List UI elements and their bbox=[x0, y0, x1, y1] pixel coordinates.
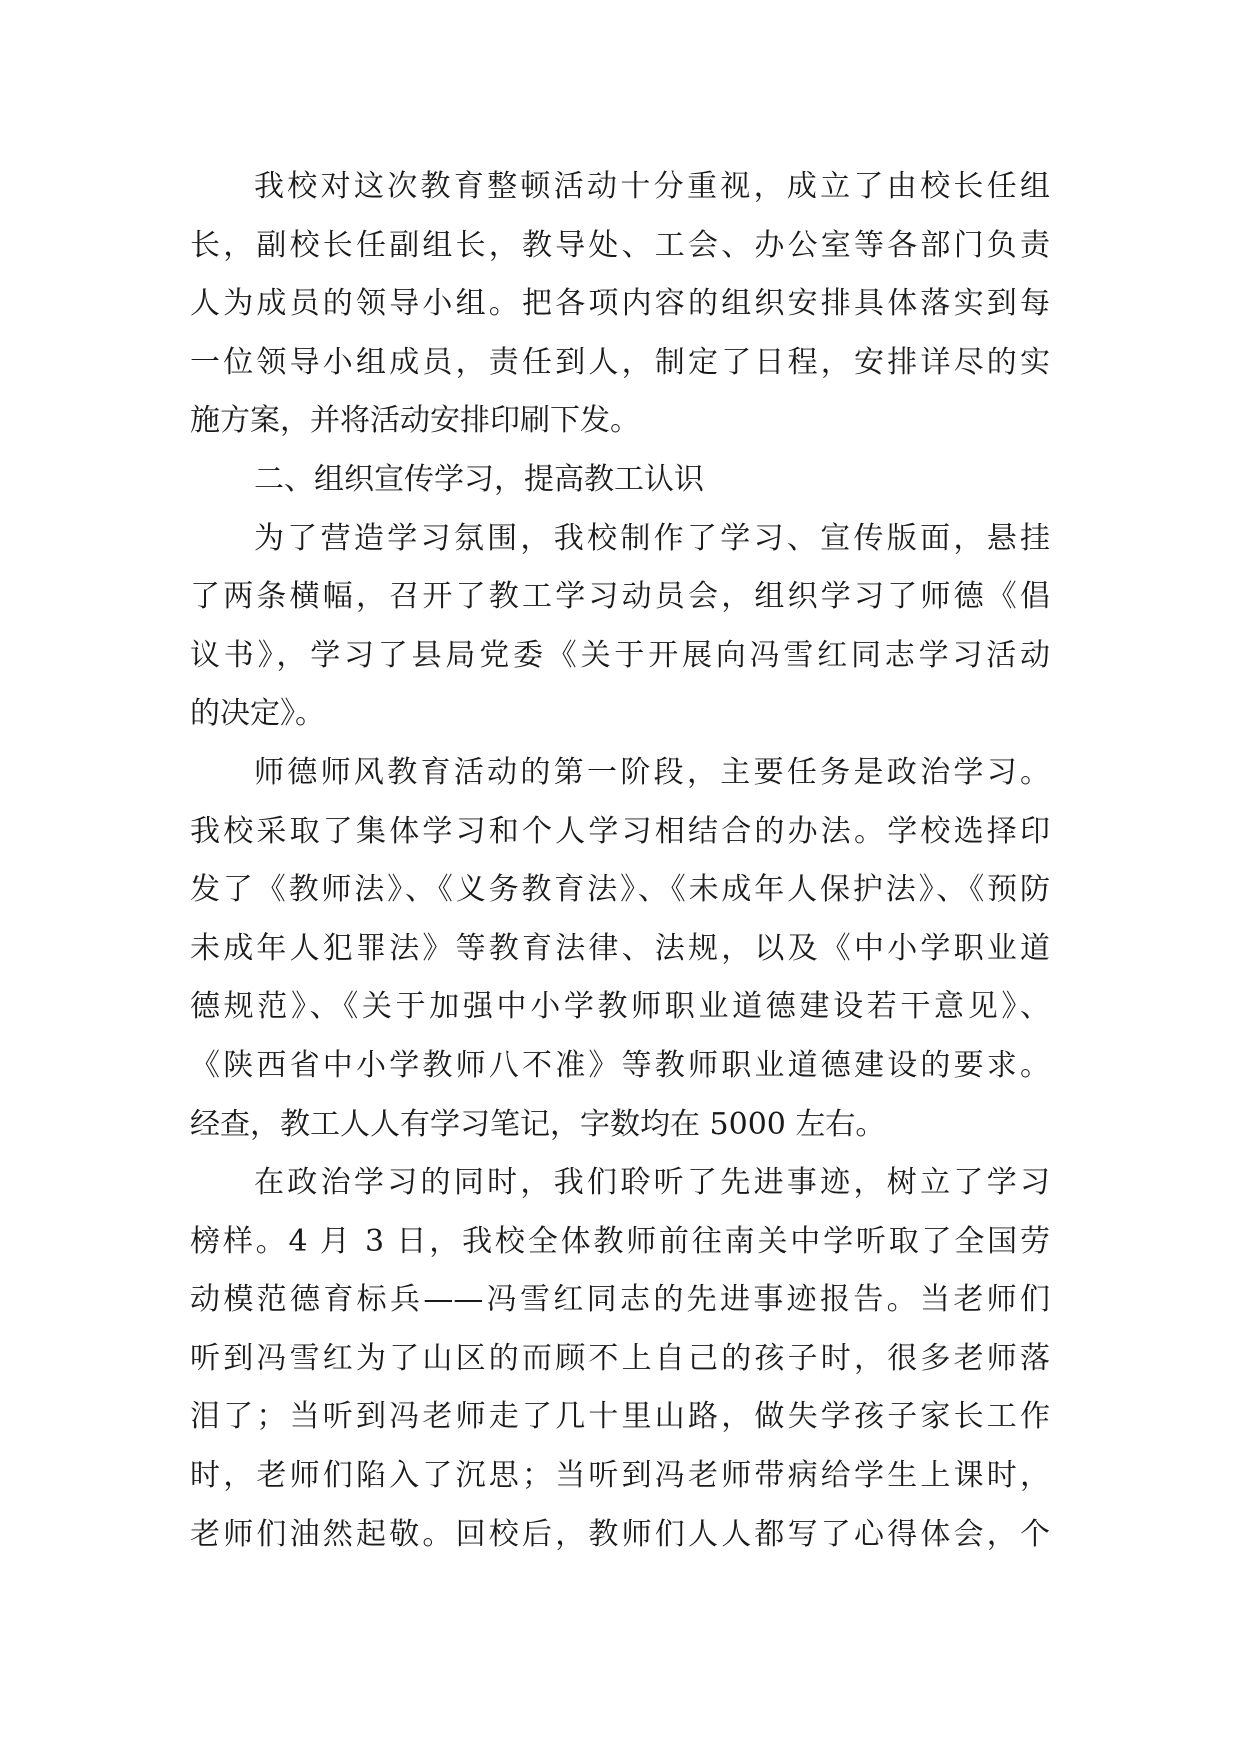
text-line: 施方案，并将活动安排印刷下发。 bbox=[190, 403, 640, 439]
text-line: 榜样。4 月 3 日，我校全体教师前往南关中学听取了全国劳 bbox=[190, 1223, 1050, 1259]
text-line: 师德师风教育活动的第一阶段，主要任务是政治学习。 bbox=[254, 754, 1050, 790]
text-line: 长，副校长任副组长，教导处、工会、办公室等各部门负责 bbox=[190, 227, 1050, 263]
text-line: 未成年人犯罪法》等教育法律、法规，以及《中小学职业道 bbox=[190, 930, 1050, 966]
text-line: 老师们油然起敬。回校后，教师们人人都写了心得体会，个 bbox=[190, 1516, 1050, 1552]
text-line: 发了《教师法》、《义务教育法》、《未成年人保护法》、《预防 bbox=[190, 872, 1050, 908]
text-line: 一位领导小组成员，责任到人，制定了日程，安排详尽的实 bbox=[190, 344, 1050, 380]
text-line: 的决定》。 bbox=[190, 696, 325, 732]
text-line: 为了营造学习氛围，我校制作了学习、宣传版面，悬挂 bbox=[254, 520, 1050, 556]
text-line: 了两条横幅，召开了教工学习动员会，组织学习了师德《倡 bbox=[190, 579, 1050, 615]
text-line: 《陕西省中小学教师八不准》等教师职业道德建设的要求。 bbox=[190, 1047, 1050, 1083]
text-line: 人为成员的领导小组。把各项内容的组织安排具体落实到每 bbox=[190, 286, 1050, 322]
text-line: 我校采取了集体学习和个人学习相结合的办法。学校选择印 bbox=[190, 813, 1050, 849]
text-line: 我校对这次教育整顿活动十分重视，成立了由校长任组 bbox=[254, 169, 1050, 204]
text-line: 听到冯雪红为了山区的而顾不上自己的孩子时，很多老师落 bbox=[190, 1340, 1050, 1376]
text-line: 时，老师们陷入了沉思；当听到冯老师带病给学生上课时， bbox=[190, 1458, 1050, 1494]
text-line: 德规范》、《关于加强中小学教师职业道德建设若干意见》、 bbox=[190, 989, 1050, 1025]
text-line: 在政治学习的同时，我们聆听了先进事迹，树立了学习 bbox=[254, 1165, 1050, 1201]
text-line: 经查，教工人人有学习笔记，字数均在 5000 左右。 bbox=[190, 1106, 886, 1142]
text-line: 动模范德育标兵——冯雪红同志的先进事迹报告。当老师们 bbox=[190, 1282, 1050, 1318]
text-line: 二、组织宣传学习，提高教工认识 bbox=[254, 461, 704, 497]
body-text bbox=[190, 158, 1050, 1564]
text-line: 泪了；当听到冯老师走了几十里山路，做失学孩子家长工作 bbox=[190, 1399, 1050, 1435]
text-line: 议书》，学习了县局党委《关于开展向冯雪红同志学习活动 bbox=[190, 637, 1050, 673]
